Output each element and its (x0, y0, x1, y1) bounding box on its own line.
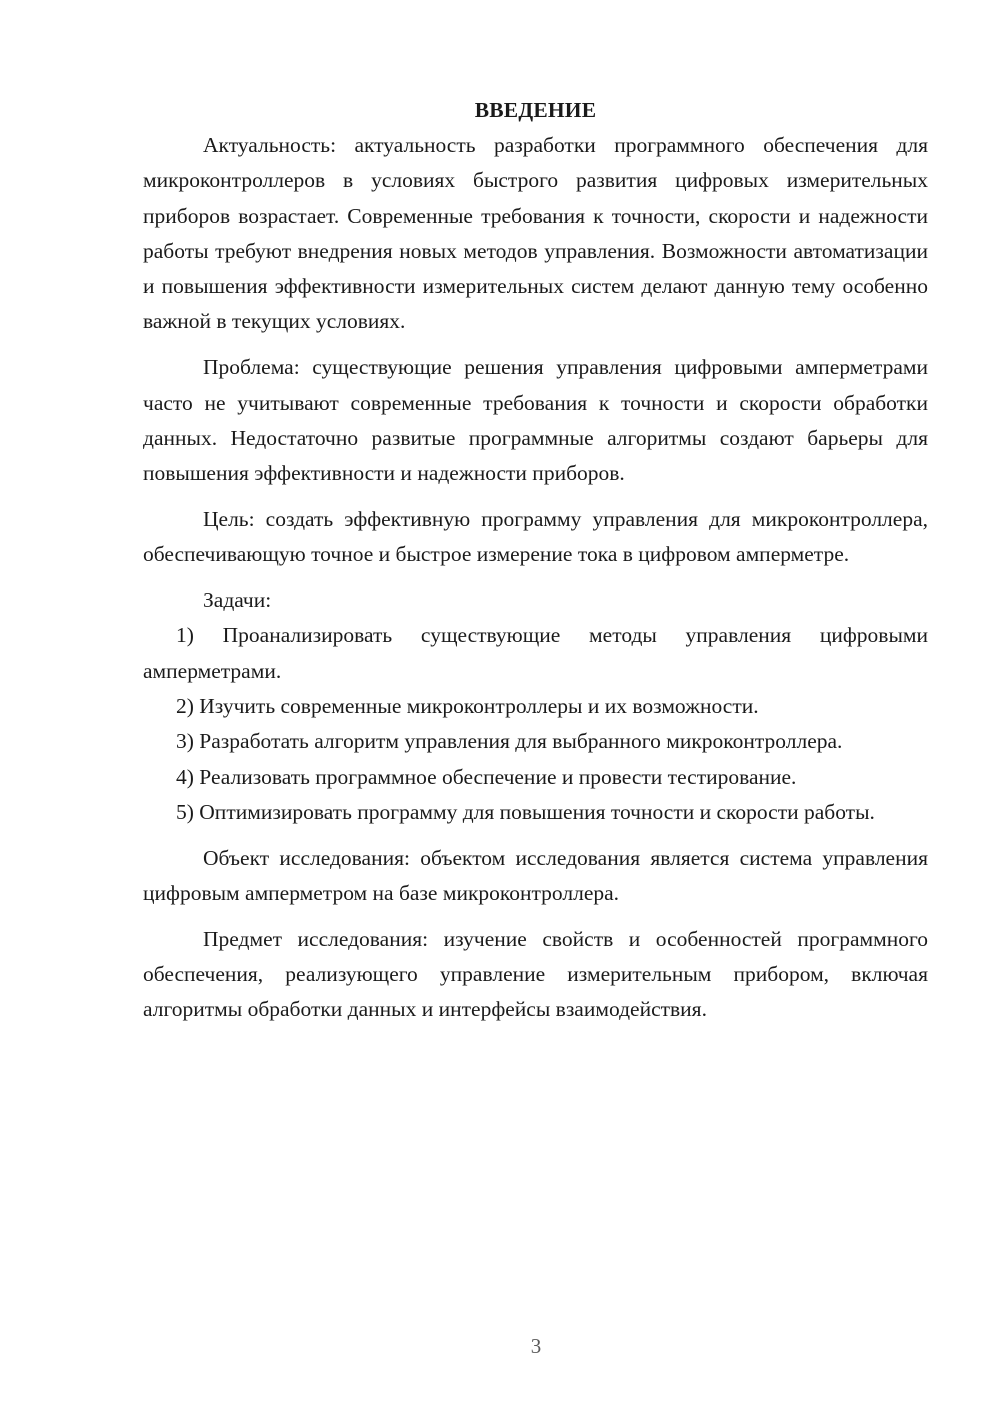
paragraph-relevance: Актуальность: актуальность разработки программного обеспечения для микроконтроллеров в условиях быстрого развития цифровых измерительных приборов возрастает. Современные требования к точности, скорости и надежности работы требуют внедрения новых методов управления. Возможности автоматизации и повышения эффективности измерительных систем делают данную тему особенно важной в текущих условиях. (143, 133, 928, 334)
paragraph-subject: Предмет исследования: изучение свойств и особенностей программного обеспечения, реализующего управление измерительным прибором, включая алгоритмы обработки данных и интерфейсы взаимодействия. (143, 926, 928, 1022)
task-item-3: 3) Разработать алгоритм управления для выбранного микроконтроллера. (176, 729, 843, 754)
page-number: 3 (530, 1334, 542, 1358)
page-title: ВВЕДЕНИЕ (474, 98, 597, 122)
page-body (143, 93, 928, 1028)
task-item-4: 4) Реализовать программное обеспечение и провести тестирование. (176, 764, 797, 789)
paragraph-problem: Проблема: существующие решения управления цифровыми амперметрами часто не учитывают современные требования к точности и скорости обработки данных. Недостаточно развитые программные алгоритмы создают барьеры для повышения эффективности и надежности приборов. (143, 355, 928, 486)
task-item-5: 5) Оптимизировать программу для повышения точности и скорости работы. (176, 799, 875, 824)
paragraph-object: Объект исследования: объектом исследования является система управления цифровым амперметром на базе микроконтроллера. (143, 845, 928, 905)
paragraph-goal: Цель: создать эффективную программу управления для микроконтроллера, обеспечивающую точное и быстрое измерение тока в цифровом амперметре. (143, 506, 928, 567)
task-item-1: 1) Проанализировать существующие методы управления цифровыми амперметрами. (143, 623, 928, 683)
tasks-heading: Задачи: (203, 588, 272, 613)
task-item-2: 2) Изучить современные микроконтроллеры и их возможности. (176, 693, 759, 718)
